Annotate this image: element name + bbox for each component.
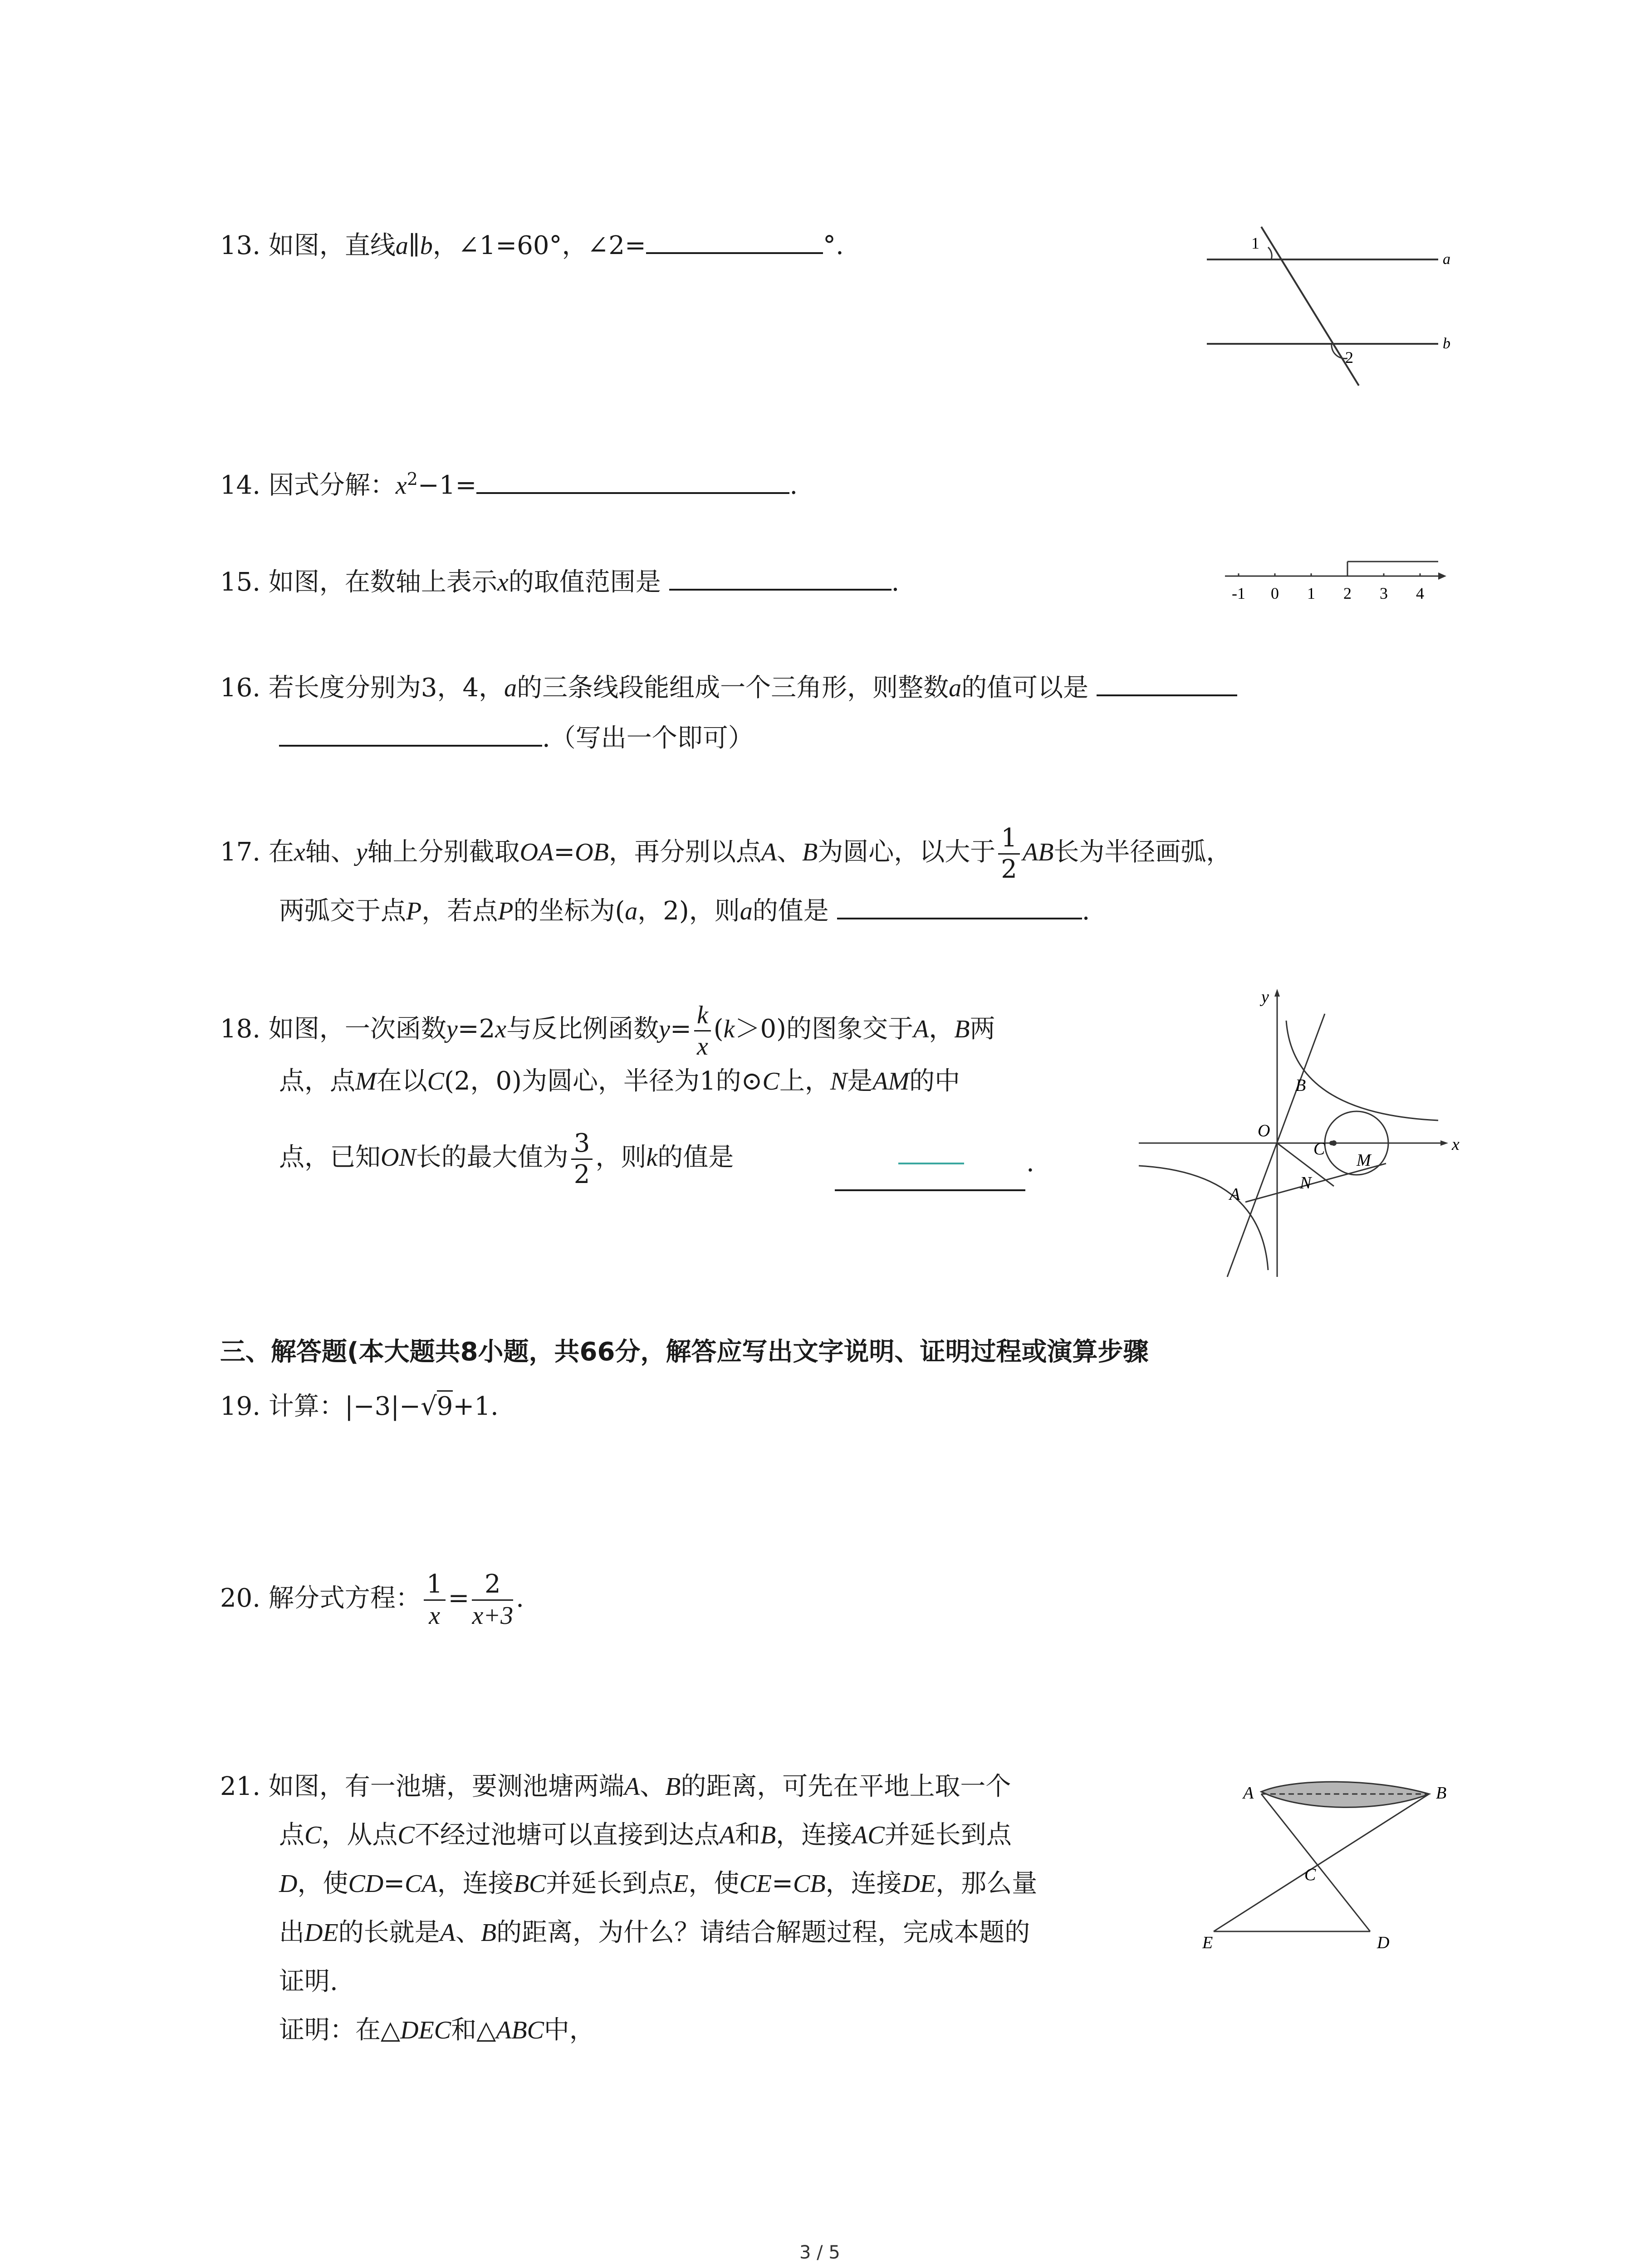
- q21-line2: 点C，从点C不经过池塘可以直接到达点A和B，连接AC并延长到点: [279, 1820, 1012, 1850]
- label-c: C: [1304, 1865, 1316, 1884]
- q13-answer-blank[interactable]: [646, 226, 823, 254]
- fraction-2-over-x-plus-3: $\frac{2}{x+3}$: [472, 1569, 514, 1630]
- hyperbola-branch-1: [1286, 1021, 1438, 1120]
- section-3-heading: 三、解答题(本大题共8小题，共66分，解答应写出文字说明、证明过程或演算步骤: [220, 1337, 1149, 1367]
- label-n: N: [1300, 1173, 1312, 1193]
- q21-line5: 证明.: [279, 1967, 338, 1996]
- q18-answer-blank[interactable]: [835, 1189, 1025, 1191]
- q14-answer-blank[interactable]: [476, 466, 789, 494]
- q21-line1: 21. 如图，有一池塘，要测池塘两端A、B的距离，可先在平地上取一个: [220, 1772, 1011, 1801]
- label-c: C: [1313, 1139, 1325, 1158]
- angle-1-label: 1: [1251, 234, 1259, 252]
- q17-line1: 17. 在x轴、y轴上分别截取OA=OB，再分别以点A、B为圆心，以大于 $\frac{1}{2}$ AB长为半径画弧，: [220, 823, 1232, 884]
- label-x: x: [1452, 1135, 1460, 1154]
- q13-figure: [1198, 222, 1452, 395]
- q16-answer-blank-2[interactable]: [279, 719, 542, 747]
- line-a-label: a: [1443, 251, 1450, 268]
- q19-text: 19. 计算：|−3|−√9+1.: [220, 1390, 499, 1423]
- label-y: y: [1261, 987, 1269, 1007]
- q21-line6: 证明：在△DEC和△ABC中，: [279, 2015, 595, 2045]
- tick-label: -1: [1232, 584, 1245, 602]
- angle-2-label: 2: [1345, 348, 1353, 367]
- q18-line1: 18. 如图，一次函数y=2x与反比例函数y= $\frac{k}{x}$ (k＞0)的图象交于A，B两: [220, 1001, 995, 1061]
- sqrt-sign: √: [421, 1392, 437, 1421]
- q18-answer-mark: [898, 1163, 964, 1164]
- q18-line2: 点，点M在以C(2，0)为圆心，半径为1的⊙C上，N是AM的中: [279, 1066, 960, 1096]
- q18-end: .: [1026, 1148, 1034, 1178]
- label-e: E: [1202, 1933, 1213, 1950]
- label-a: A: [1230, 1185, 1240, 1204]
- label-o: O: [1258, 1121, 1270, 1140]
- page-number: 3 / 5: [799, 2242, 840, 2263]
- label-d: D: [1377, 1933, 1390, 1950]
- q21-line3: D，使CD=CA，连接BC并延长到点E，使CE=CB，连接DE，那么量: [279, 1869, 1038, 1898]
- fraction-1-over-x: $\frac{1}{x}$: [424, 1569, 446, 1631]
- q16-answer-blank-1[interactable]: [1097, 668, 1237, 696]
- q21-figure: [1202, 1769, 1465, 1950]
- fraction-half: $\frac{1}{2}$: [998, 823, 1020, 885]
- label-a: A: [1243, 1784, 1254, 1803]
- q15-text: 15. 如图，在数轴上表示x的取值范围是 .: [220, 562, 899, 599]
- q18-line3: 点，已知ON长的最大值为 $\frac{3}{2}$ ，则k的值是: [279, 1129, 734, 1189]
- q13-text: 13. 如图，直线a∥b，∠1=60°，∠2= °.: [220, 226, 844, 262]
- q14-text: 14. 因式分解：$x^2-1=$ .: [220, 463, 798, 502]
- q16-text: 16. 若长度分别为3，4，a的三条线段能组成一个三角形，则整数a的值可以是: [220, 668, 1237, 704]
- tick-label: 3: [1380, 584, 1388, 602]
- label-b: B: [1436, 1784, 1447, 1803]
- tick-label: 2: [1343, 584, 1352, 602]
- q15-number-line: [1225, 553, 1452, 608]
- label-m: M: [1357, 1151, 1371, 1170]
- fraction-three-halves: $\frac{3}{2}$: [571, 1129, 593, 1190]
- q17-answer-blank[interactable]: [837, 891, 1082, 919]
- q16-line2: .（写出一个即可）: [279, 719, 754, 755]
- q15-answer-blank[interactable]: [669, 562, 892, 591]
- line-b-label: b: [1443, 335, 1450, 352]
- q20-text: 20. 解分式方程： $\frac{1}{x}$ = $\frac{2}{x+3}$ .: [220, 1569, 524, 1630]
- q21-line4: 出DE的长就是A、B的距离，为什么？请结合解题过程，完成本题的: [279, 1918, 1030, 1947]
- q17-line2: 两弧交于点P，若点P的坐标为(a，2)，则a的值是 .: [279, 891, 1090, 928]
- transversal: [1261, 227, 1359, 386]
- tick-label: 1: [1307, 584, 1315, 602]
- tick-label: 0: [1271, 584, 1279, 602]
- label-b: B: [1295, 1076, 1306, 1095]
- fraction-k-over-x: $\frac{k}{x}$: [694, 1000, 711, 1061]
- q18-figure: [1139, 987, 1474, 1281]
- line-y-2x: [1227, 1014, 1325, 1277]
- tick-label: 4: [1416, 584, 1424, 602]
